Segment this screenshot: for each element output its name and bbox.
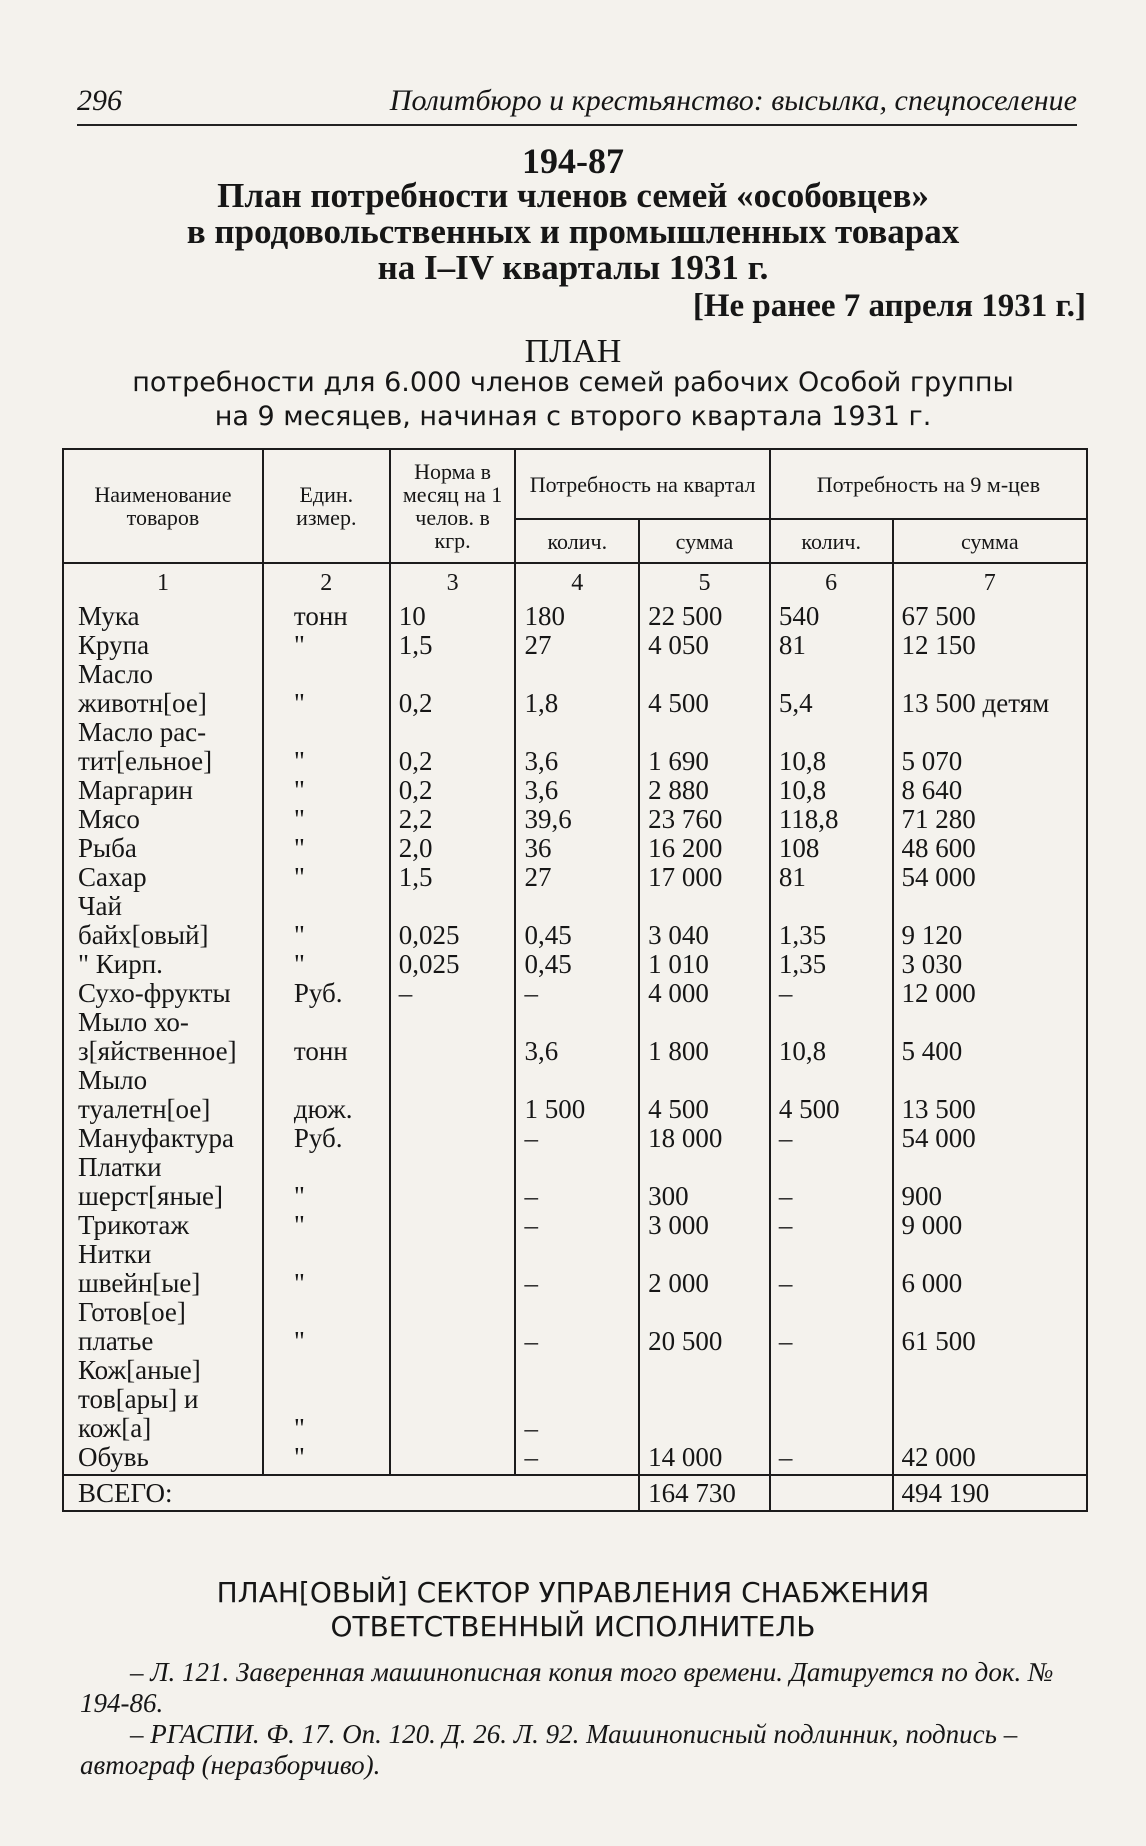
- plan-subheading-line: на 9 месяцев, начиная с второго квартала 1931 г.: [214, 401, 932, 432]
- table-row: [63, 1240, 1087, 1298]
- cell-quarter-sum: 4 500: [639, 1066, 770, 1124]
- cell-quarter-sum: 16 200: [639, 834, 770, 863]
- running-head: [77, 80, 1077, 126]
- cell-unit: ": [263, 1356, 390, 1443]
- cell-quarter-qty: –: [515, 1153, 639, 1211]
- cell-name: Рыба: [63, 834, 263, 863]
- cell-nine-qty: 540: [770, 598, 893, 631]
- cell-norm: 1,5: [390, 863, 516, 892]
- cell-quarter-qty: –: [515, 1211, 639, 1240]
- cell-quarter-sum: 4 000: [639, 979, 770, 1008]
- cell-name: Сухо-фрукты: [63, 979, 263, 1008]
- table-row: [63, 979, 1087, 1008]
- total-empty: [770, 1475, 893, 1511]
- cell-quarter-sum: 23 760: [639, 805, 770, 834]
- cell-name: Маргарин: [63, 776, 263, 805]
- column-number: 1: [63, 563, 263, 598]
- header-quarter-sum: сумма: [639, 519, 770, 563]
- cell-norm: [390, 1066, 516, 1124]
- cell-unit: ": [263, 631, 390, 660]
- cell-unit: ": [263, 950, 390, 979]
- cell-unit: ": [263, 1240, 390, 1298]
- cell-quarter-qty: 0,45: [515, 892, 639, 950]
- cell-quarter-sum: 3 040: [639, 892, 770, 950]
- cell-quarter-sum: 20 500: [639, 1298, 770, 1356]
- cell-quarter-qty: –: [515, 1298, 639, 1356]
- table-row: [63, 631, 1087, 660]
- cell-name: Трикотаж: [63, 1211, 263, 1240]
- header-nine-months: Потребность на 9 м-цев: [770, 449, 1087, 519]
- cell-nine-qty: 108: [770, 834, 893, 863]
- cell-name: Платки шерст[яные]: [63, 1153, 263, 1211]
- table-row: [63, 1443, 1087, 1475]
- cell-nine-sum: 9 120: [893, 892, 1087, 950]
- cell-norm: 0,2: [390, 660, 516, 718]
- running-title: Политбюро и крестьянство: высылка, спецпоселение: [389, 84, 1077, 117]
- cell-nine-sum: 5 070: [893, 718, 1087, 776]
- cell-quarter-sum: 2 880: [639, 776, 770, 805]
- cell-norm: [390, 1153, 516, 1211]
- requirements-table: [62, 448, 1088, 1512]
- cell-name: Готов[ое] платье: [63, 1298, 263, 1356]
- header-name: Наименование товаров: [63, 449, 263, 563]
- cell-unit: ": [263, 892, 390, 950]
- document-number: 194-87: [522, 141, 624, 181]
- cell-quarter-sum: 300: [639, 1153, 770, 1211]
- cell-quarter-sum: 1 010: [639, 950, 770, 979]
- header-nine-sum: сумма: [893, 519, 1087, 563]
- cell-norm: 0,2: [390, 776, 516, 805]
- cell-name: Мануфактура: [63, 1124, 263, 1153]
- cell-unit: ": [263, 1298, 390, 1356]
- cell-nine-sum: 48 600: [893, 834, 1087, 863]
- cell-name: Мука: [63, 598, 263, 631]
- cell-quarter-qty: –: [515, 1124, 639, 1153]
- cell-norm: 2,0: [390, 834, 516, 863]
- cell-norm: [390, 1443, 516, 1475]
- cell-quarter-sum: 14 000: [639, 1443, 770, 1475]
- table-row: [63, 776, 1087, 805]
- cell-unit: Руб.: [263, 979, 390, 1008]
- cell-quarter-sum: 22 500: [639, 598, 770, 631]
- cell-quarter-sum: 4 050: [639, 631, 770, 660]
- table-row: [63, 598, 1087, 631]
- cell-nine-qty: 81: [770, 631, 893, 660]
- cell-nine-sum: 9 000: [893, 1211, 1087, 1240]
- cell-quarter-qty: –: [515, 1240, 639, 1298]
- archival-notes: [80, 1657, 1080, 1781]
- cell-norm: –: [390, 979, 516, 1008]
- total-row: [63, 1475, 1087, 1511]
- table-row: [63, 1066, 1087, 1124]
- cell-quarter-sum: 2 000: [639, 1240, 770, 1298]
- archival-note: – Л. 121. Заверенная машинописная копия того времени. Датируется по док. № 194-86.: [80, 1657, 1054, 1718]
- header-quarter-qty: колич.: [515, 519, 639, 563]
- cell-unit: ": [263, 805, 390, 834]
- column-number: 7: [893, 563, 1087, 598]
- cell-quarter-qty: –: [515, 979, 639, 1008]
- cell-nine-qty: –: [770, 1240, 893, 1298]
- document-title-line: в продовольственных и промышленных товарах: [186, 212, 960, 251]
- column-number: 5: [639, 563, 770, 598]
- cell-nine-qty: –: [770, 1211, 893, 1240]
- cell-quarter-qty: 39,6: [515, 805, 639, 834]
- table-row: [63, 1298, 1087, 1356]
- total-label: ВСЕГО:: [63, 1475, 639, 1511]
- cell-quarter-qty: 3,6: [515, 776, 639, 805]
- cell-name: Мыло хо-з[яйственное]: [63, 1008, 263, 1066]
- cell-name: Мыло туалетн[ое]: [63, 1066, 263, 1124]
- cell-nine-qty: –: [770, 979, 893, 1008]
- cell-nine-qty: 1,35: [770, 892, 893, 950]
- cell-quarter-qty: 1 500: [515, 1066, 639, 1124]
- document-title-line: на I–IV кварталы 1931 г.: [377, 248, 769, 287]
- cell-norm: [390, 1298, 516, 1356]
- cell-nine-sum: 42 000: [893, 1443, 1087, 1475]
- cell-quarter-sum: 3 000: [639, 1211, 770, 1240]
- table-row: [63, 1153, 1087, 1211]
- cell-quarter-qty: 27: [515, 863, 639, 892]
- cell-nine-sum: 12 150: [893, 631, 1087, 660]
- cell-quarter-qty: 27: [515, 631, 639, 660]
- cell-unit: ": [263, 1211, 390, 1240]
- header-norm: Норма в месяц на 1 челов. в кгр.: [390, 449, 516, 563]
- cell-nine-sum: 900: [893, 1153, 1087, 1211]
- cell-norm: [390, 1124, 516, 1153]
- cell-nine-sum: 54 000: [893, 863, 1087, 892]
- cell-nine-sum: 13 500 детям: [893, 660, 1087, 718]
- cell-name: Чай байх[овый]: [63, 892, 263, 950]
- column-number: 4: [515, 563, 639, 598]
- cell-unit: ": [263, 1153, 390, 1211]
- cell-norm: [390, 1211, 516, 1240]
- cell-norm: 2,2: [390, 805, 516, 834]
- table-row: [63, 863, 1087, 892]
- cell-norm: [390, 1240, 516, 1298]
- page-number: 296: [77, 84, 122, 117]
- cell-nine-qty: 4 500: [770, 1066, 893, 1124]
- cell-name: Мясо: [63, 805, 263, 834]
- cell-norm: 0,025: [390, 892, 516, 950]
- cell-nine-sum: 8 640: [893, 776, 1087, 805]
- table-row: [63, 1356, 1087, 1443]
- header-unit: Един. измер.: [263, 449, 390, 563]
- cell-nine-qty: 10,8: [770, 776, 893, 805]
- cell-nine-qty: 118,8: [770, 805, 893, 834]
- cell-name: Нитки швейн[ые]: [63, 1240, 263, 1298]
- cell-quarter-qty: 3,6: [515, 718, 639, 776]
- cell-unit: ": [263, 834, 390, 863]
- cell-nine-qty: 10,8: [770, 718, 893, 776]
- cell-quarter-sum: 1 800: [639, 1008, 770, 1066]
- cell-unit: тонн: [263, 1008, 390, 1066]
- cell-quarter-qty: –: [515, 1356, 639, 1443]
- document-title: [0, 178, 1146, 286]
- cell-name: Крупа: [63, 631, 263, 660]
- cell-nine-sum: 6 000: [893, 1240, 1087, 1298]
- cell-norm: 10: [390, 598, 516, 631]
- cell-nine-qty: 81: [770, 863, 893, 892]
- cell-nine-sum: 3 030: [893, 950, 1087, 979]
- cell-quarter-sum: 17 000: [639, 863, 770, 892]
- cell-unit: ": [263, 718, 390, 776]
- cell-nine-sum: 61 500: [893, 1298, 1087, 1356]
- cell-nine-sum: 71 280: [893, 805, 1087, 834]
- signature-line: ПЛАН[ОВЫЙ] СЕКТОР УПРАВЛЕНИЯ СНАБЖЕНИЯ: [216, 1576, 930, 1609]
- cell-nine-sum: 54 000: [893, 1124, 1087, 1153]
- table-row: [63, 892, 1087, 950]
- cell-nine-qty: –: [770, 1443, 893, 1475]
- signature-block: [0, 1576, 1146, 1644]
- cell-norm: 1,5: [390, 631, 516, 660]
- cell-quarter-qty: 3,6: [515, 1008, 639, 1066]
- cell-nine-sum: 5 400: [893, 1008, 1087, 1066]
- cell-nine-qty: 10,8: [770, 1008, 893, 1066]
- table-row: [63, 950, 1087, 979]
- cell-unit: ": [263, 863, 390, 892]
- table-row: [63, 660, 1087, 718]
- column-number: 6: [770, 563, 893, 598]
- cell-quarter-sum: 1 690: [639, 718, 770, 776]
- cell-nine-qty: –: [770, 1298, 893, 1356]
- cell-quarter-qty: –: [515, 1443, 639, 1475]
- cell-unit: ": [263, 1443, 390, 1475]
- table-row: [63, 834, 1087, 863]
- total-nine-sum: 494 190: [893, 1475, 1087, 1511]
- cell-nine-qty: 5,4: [770, 660, 893, 718]
- column-numbers-row: [63, 563, 1087, 598]
- cell-unit: тонн: [263, 598, 390, 631]
- cell-norm: 0,2: [390, 718, 516, 776]
- document-title-line: План потребности членов семей «особовцев»: [217, 176, 929, 215]
- header-quarter: Потребность на квартал: [515, 449, 769, 519]
- cell-quarter-qty: 36: [515, 834, 639, 863]
- cell-quarter-qty: 1,8: [515, 660, 639, 718]
- cell-name: " Кирп.: [63, 950, 263, 979]
- table-row: [63, 1008, 1087, 1066]
- document-date: [Не ранее 7 апреля 1931 г.]: [692, 288, 1086, 324]
- cell-nine-qty: 1,35: [770, 950, 893, 979]
- column-number: 2: [263, 563, 390, 598]
- cell-nine-sum: 13 500: [893, 1066, 1087, 1124]
- cell-unit: ": [263, 776, 390, 805]
- cell-unit: дюж.: [263, 1066, 390, 1124]
- cell-quarter-qty: 0,45: [515, 950, 639, 979]
- table-row: [63, 1124, 1087, 1153]
- table-row: [63, 805, 1087, 834]
- cell-norm: 0,025: [390, 950, 516, 979]
- cell-name: Кож[аные] тов[ары] и кож[а]: [63, 1356, 263, 1443]
- column-number: 3: [390, 563, 516, 598]
- table-row: [63, 1211, 1087, 1240]
- plan-subheading: [0, 366, 1146, 434]
- table-row: [63, 718, 1087, 776]
- cell-unit: Руб.: [263, 1124, 390, 1153]
- cell-nine-sum: 12 000: [893, 979, 1087, 1008]
- cell-name: Масло животн[ое]: [63, 660, 263, 718]
- cell-name: Сахар: [63, 863, 263, 892]
- cell-nine-qty: –: [770, 1153, 893, 1211]
- cell-quarter-qty: 180: [515, 598, 639, 631]
- cell-name: Масло рас-тит[ельное]: [63, 718, 263, 776]
- cell-quarter-sum: [639, 1356, 770, 1443]
- cell-norm: [390, 1008, 516, 1066]
- cell-nine-qty: –: [770, 1124, 893, 1153]
- cell-quarter-sum: 4 500: [639, 660, 770, 718]
- archival-note: – РГАСПИ. Ф. 17. Оп. 120. Д. 26. Л. 92. Машинописный подлинник, подпись – автограф (неразборчиво).: [80, 1719, 1018, 1780]
- cell-quarter-sum: 18 000: [639, 1124, 770, 1153]
- plan-subheading-line: потребности для 6.000 членов семей рабочих Особой группы: [132, 367, 1014, 398]
- total-quarter-sum: 164 730: [639, 1475, 770, 1511]
- cell-nine-qty: [770, 1356, 893, 1443]
- cell-name: Обувь: [63, 1443, 263, 1475]
- table-body: [63, 563, 1087, 1511]
- header-nine-qty: колич.: [770, 519, 893, 563]
- plan-heading: ПЛАН: [524, 333, 622, 370]
- cell-nine-sum: 67 500: [893, 598, 1087, 631]
- signature-line: ОТВЕТСТВЕННЫЙ ИСПОЛНИТЕЛЬ: [330, 1610, 816, 1643]
- cell-norm: [390, 1356, 516, 1443]
- cell-unit: ": [263, 660, 390, 718]
- cell-nine-sum: [893, 1356, 1087, 1443]
